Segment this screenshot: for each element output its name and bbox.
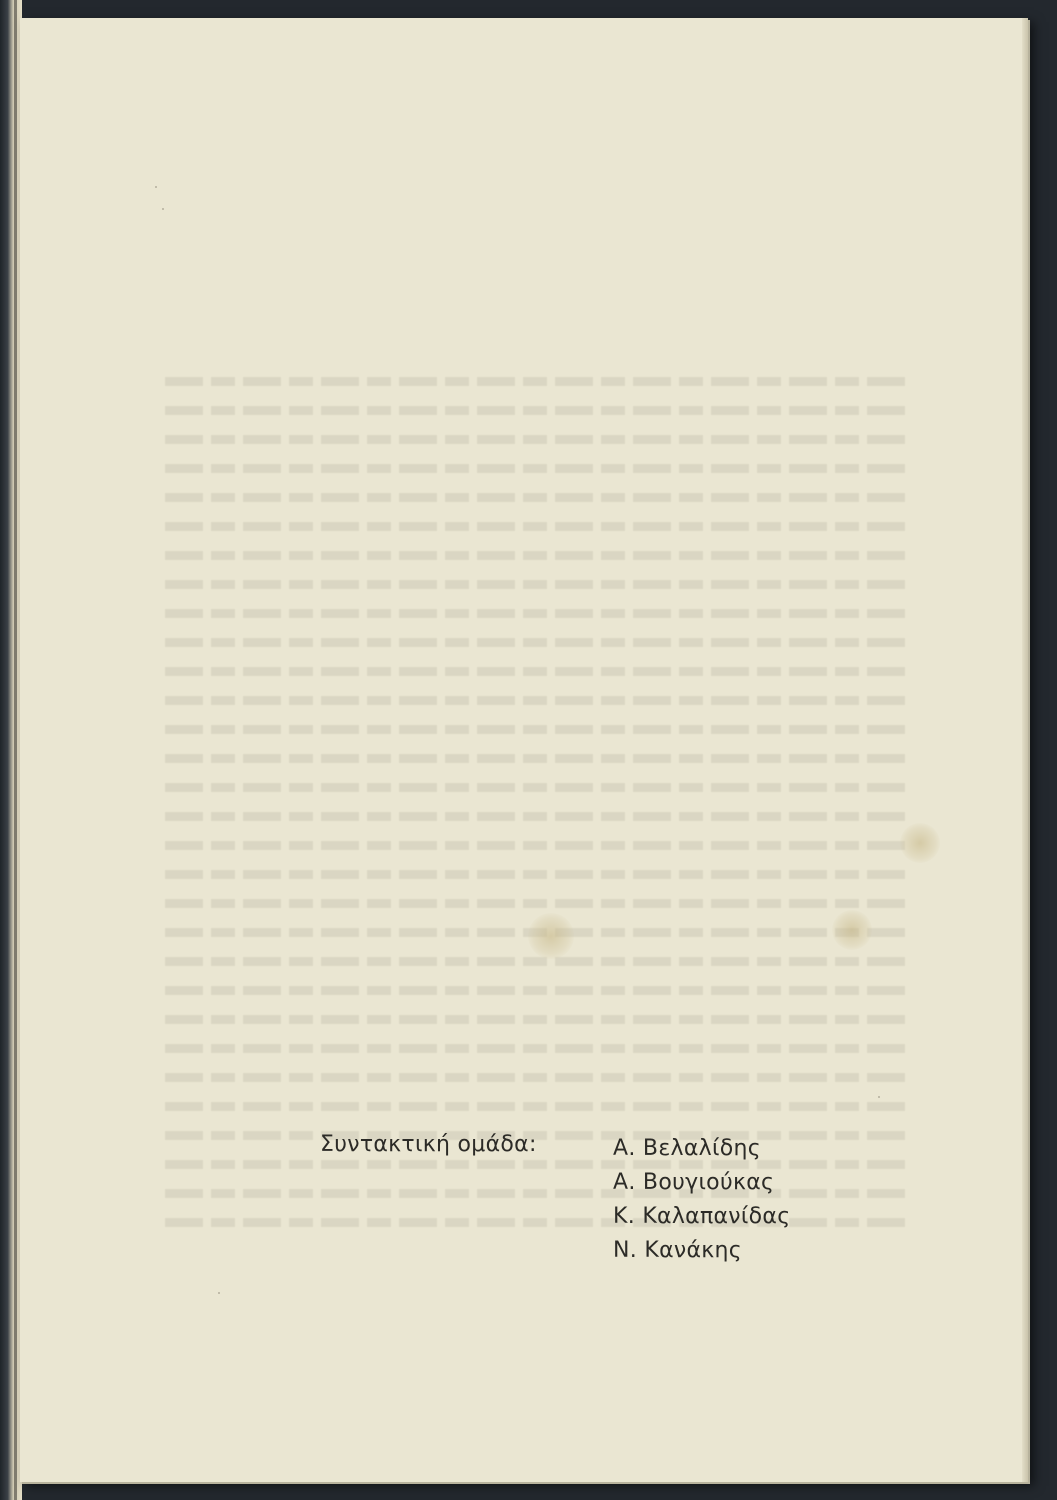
paper-stain bbox=[528, 913, 574, 959]
bleed-through-line bbox=[165, 510, 905, 539]
bleed-through-line bbox=[165, 887, 905, 916]
bleed-through-title bbox=[165, 318, 905, 347]
bleed-through-text bbox=[165, 318, 905, 1235]
bleed-through-line bbox=[165, 1032, 905, 1061]
bleed-through-line bbox=[165, 1206, 905, 1235]
paper-speck bbox=[162, 208, 164, 210]
bleed-through-line bbox=[165, 423, 905, 452]
paper-right-edge bbox=[1022, 18, 1028, 1482]
bleed-through-line bbox=[165, 626, 905, 655]
credits-name-list bbox=[613, 1132, 790, 1268]
paper-speck bbox=[155, 186, 157, 188]
binding-edge bbox=[0, 0, 22, 1500]
paper-speck bbox=[878, 1096, 880, 1098]
bleed-through-line bbox=[165, 742, 905, 771]
bleed-through-line bbox=[165, 1177, 905, 1206]
spine-line bbox=[14, 0, 17, 1500]
bleed-through-line bbox=[165, 684, 905, 713]
bleed-through-line bbox=[165, 829, 905, 858]
bleed-through-line bbox=[165, 1003, 905, 1032]
bleed-through-line bbox=[165, 539, 905, 568]
bleed-through-line bbox=[165, 771, 905, 800]
credits-name: Ν. Κανάκης bbox=[613, 1238, 742, 1263]
bleed-through-line bbox=[165, 568, 905, 597]
bleed-through-line bbox=[165, 800, 905, 829]
credits-label: Συντακτική ομάδα: bbox=[320, 1132, 537, 1157]
bleed-through-line bbox=[165, 481, 905, 510]
paper-stain bbox=[900, 823, 940, 863]
bleed-through-line bbox=[165, 1061, 905, 1090]
paper-sheet bbox=[20, 18, 1028, 1482]
bleed-through-line bbox=[165, 597, 905, 626]
bleed-through-line bbox=[165, 394, 905, 423]
bleed-through-line bbox=[165, 974, 905, 1003]
bleed-through-line bbox=[165, 1090, 905, 1119]
credits-name: Α. Βουγιούκας bbox=[613, 1170, 775, 1195]
bleed-through-line bbox=[165, 452, 905, 481]
credits-name: Κ. Καλαπανίδας bbox=[613, 1204, 791, 1229]
credits-name: Α. Βελαλίδης bbox=[613, 1136, 761, 1161]
paper-stain bbox=[832, 910, 872, 950]
paper-speck bbox=[218, 1292, 220, 1294]
bleed-through-line bbox=[165, 655, 905, 684]
bleed-through-line bbox=[165, 858, 905, 887]
bleed-through-line bbox=[165, 713, 905, 742]
bleed-through-line bbox=[165, 365, 905, 394]
